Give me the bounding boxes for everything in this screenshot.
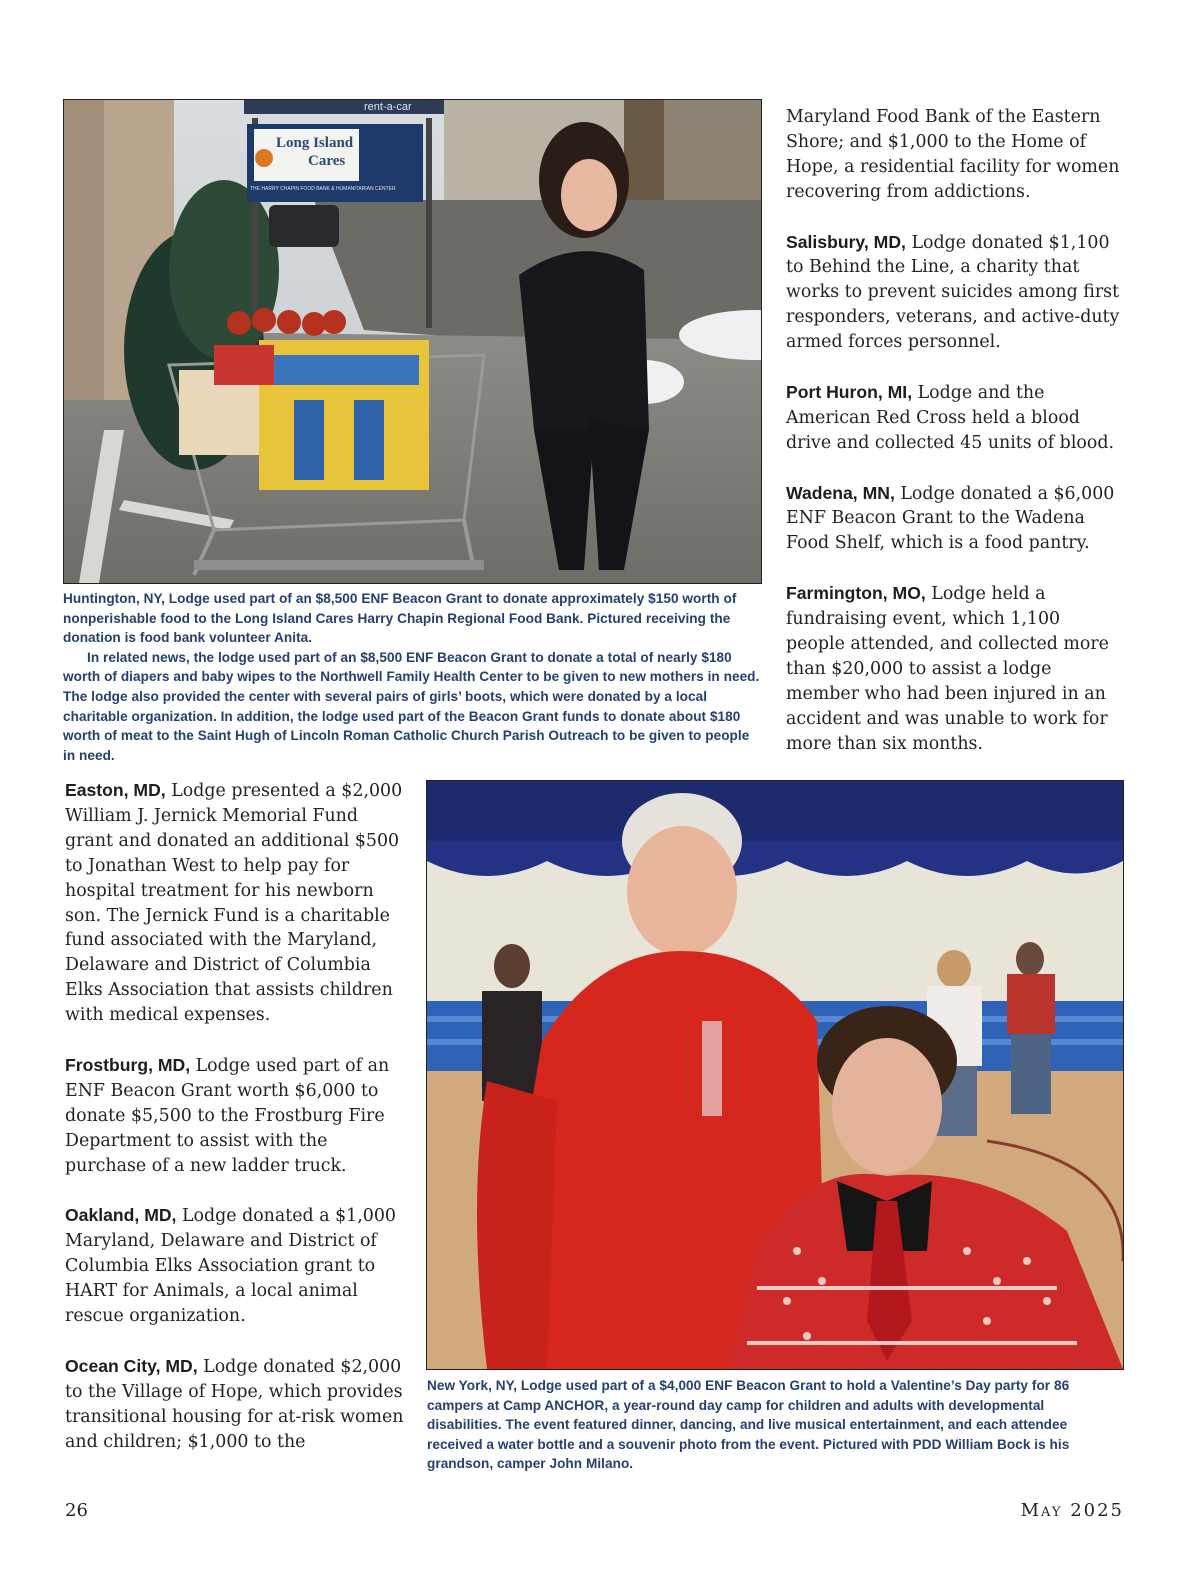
newyork-photo (426, 780, 1124, 1370)
newyork-caption-lead: New York, NY, (427, 1378, 518, 1393)
entry-wadena (786, 481, 1122, 557)
continued-paragraph: Maryland Food Bank of the Eastern Shore; and $1,000 to the Home of Hope, a residential facility for women recovering from addictions. (786, 107, 1120, 202)
entry-port-huron (786, 380, 1122, 456)
newyork-caption-text: Lodge used part of a $4,000 ENF Beacon Grant to hold a Valentine’s Day party for 86 campers at Camp ANCHOR, a year-round day camp for children and adults with developmental disabilities. The event featured dinner, dancing, and live musical entertainment, and each attendee received a water bottle and a souvenir photo from the event. Pictured with PDD William Bock is his grandson, camper John Milano. (427, 1378, 1070, 1472)
newyork-caption (427, 1376, 1122, 1474)
entry-lead: Oakland, MD, (65, 1205, 177, 1226)
entry-farmington (786, 581, 1122, 756)
entry-salisbury (786, 230, 1122, 356)
right-column (786, 105, 1122, 781)
issue-date: May 2025 (1020, 1500, 1124, 1521)
left-column (65, 778, 405, 1479)
page-number: 26 (65, 1500, 88, 1521)
entry-text: Lodge donated a $1,000 Maryland, Delaware and District of Columbia Elks Association grant to HART for Animals, a local animal rescue organization. (65, 1206, 396, 1326)
entry-lead: Easton, MD, (65, 780, 166, 800)
entry-lead: Wadena, MN, (786, 482, 895, 503)
huntington-caption-para2: In related news, the lodge used part of an $8,500 ENF Beacon Grant to donate a total of nearly $180 worth of diapers and baby wipes to the Northwell Family Health Center to be given to new mothers in need. The lodge also provided the center with several pairs of girls’ boots, which were donated by a local charitable organization. In addition, the lodge used part of the Beacon Grant funds to donate about $180 worth of meat to the Saint Hugh of Lincoln Roman Catholic Church Parish Outreach to be given to people in need. (63, 649, 760, 763)
huntington-photo (63, 99, 762, 584)
huntington-caption-lead: Huntington, NY, (63, 591, 165, 606)
entry-easton (65, 778, 405, 1028)
rent-a-car-sign-text: rent-a-car (364, 101, 412, 113)
sign-line-2: Cares (308, 153, 346, 169)
entry-text: Lodge and the American Red Cross held a blood drive and collected 45 units of blood. (786, 382, 1114, 453)
huntington-caption (63, 589, 760, 765)
entry-lead: Frostburg, MD, (65, 1054, 191, 1075)
entry-oakland (65, 1203, 405, 1329)
entry-text: Lodge used part of an ENF Beacon Grant worth $6,000 to donate $5,500 to the Frostburg Fire Department to assist with the purchase of a new ladder truck. (65, 1055, 390, 1176)
entry-text: Lodge donated $1,100 to Behind the Line, a charity that works to prevent suicides among first responders, veterans, and active-duty armed forces personnel. (786, 232, 1120, 353)
entry-text: Lodge donated a $6,000 ENF Beacon Grant to the Wadena Food Shelf, which is a food pantry. (786, 483, 1115, 554)
entry-frostburg (65, 1053, 405, 1179)
huntington-caption-text: Lodge used part of an $8,500 ENF Beacon Grant to donate approximately $150 worth of nonperishable food to the Long Island Cares Harry Chapin Regional Food Bank. Pictured receiving the donation is food bank volunteer Anita. (63, 591, 737, 646)
sign-line-1: Long Island (276, 135, 354, 151)
entry-text: Lodge donated $2,000 to the Village of Hope, which provides transitional housing for at-risk women and children; $1,000 to the (65, 1356, 404, 1452)
entry-lead: Ocean City, MD, (65, 1355, 198, 1376)
entry-lead: Salisbury, MD, (786, 231, 906, 252)
entry-lead: Farmington, MO, (786, 583, 926, 604)
entry-ocean-city (65, 1354, 405, 1455)
entry-text: Lodge held a fundraising event, which 1,100 people attended, and collected more than $20,000 to assist a lodge member who had been injured in an accident and was unable to work for more than six months. (786, 584, 1109, 754)
entry-text: Lodge presented a $2,000 William J. Jernick Memorial Fund grant and donated an additional $500 to Jonathan West to help pay for hospital treatment for his newborn son. The Jernick Fund is a charitable fund associated with the Maryland, Delaware and District of Columbia Elks Association that assists children with medical expenses. (65, 781, 403, 1026)
sign-subtext: THE HARRY CHAPIN FOOD BANK & HUMANITARIAN CENTER (250, 186, 396, 192)
entry-lead: Port Huron, MI, (786, 381, 913, 402)
